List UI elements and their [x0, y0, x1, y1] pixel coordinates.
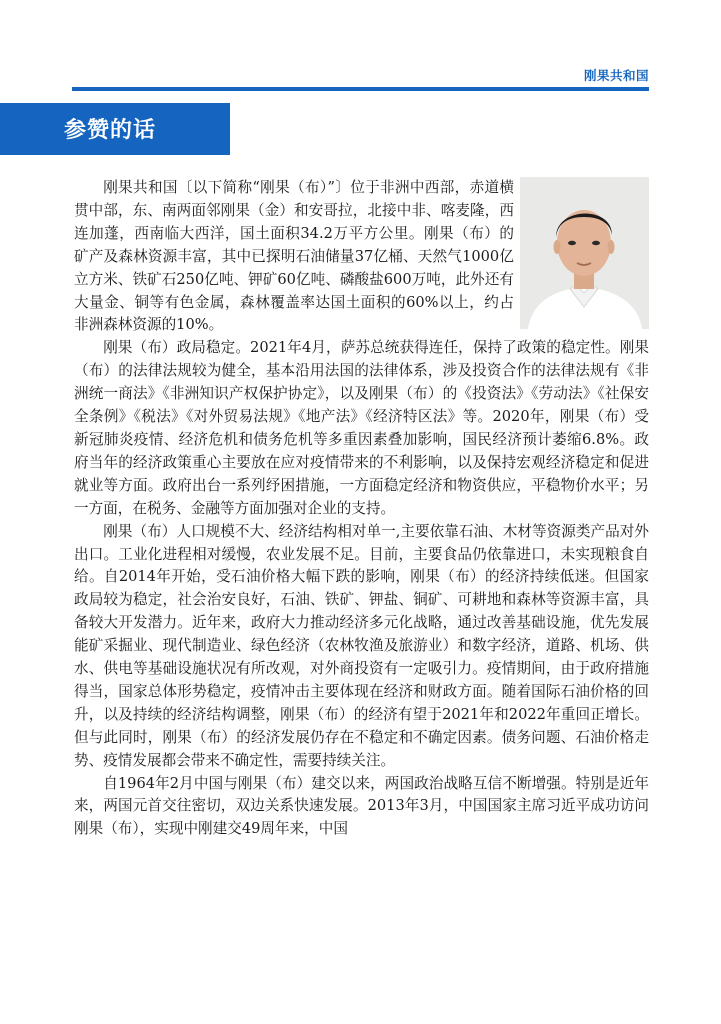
section-title: 参赞的话: [64, 118, 157, 143]
paragraph-economy: 刚果（布）人口规模不大、经济结构相对单一,主要依靠石油、木材等资源类产品对外出口。工业化进程相对缓慢，农业发展不足。目前，主要食品仍依靠进口，未实现粮食自给。自2014年开始，受石油价格大幅下跌的影响，刚果（布）的经济持续低迷。但国家政局较为稳定，社会治安良好，石油、铁矿、钾盐、铜矿、可耕地和森林等资源丰富，具备较大开发潜力。近年来，政府大力推动经济多元化战略，通过改善基础设施，优先发展能矿采掘业、现代制造业、绿色经济（农林牧渔及旅游业）和数字经济，道路、机场、供水、供电等基础设施状况有所改观，对外商投资有一定吸引力。疫情期间，由于政府措施得当，国家总体形势稳定，疫情冲击主要体现在经济和财政方面。随着国际石油价格的回升，以及持续的经济结构调整，刚果（布）的经济有望于2021年和2022年重回正增长。但与此同时，刚果（布）的经济发展仍存在不稳定和不确定因素。债务问题、石油价格走势、疫情发展都会带来不确定性，需要持续关注。: [74, 522, 649, 769]
paragraph-relations: 自1964年2月中国与刚果（布）建交以来，两国政治战略互信不断增强。特别是近年来，两国元首交往密切，双边关系快速发展。2013年3月，中国国家主席习近平成功访问刚果（布），实现中刚建交49周年来，中国: [74, 774, 649, 838]
running-header-title: 刚果共和国: [583, 68, 649, 83]
paragraph-intro: 刚果共和国〔以下简称“刚果（布）”〕位于非洲中西部，赤道横贯中部，东、南两面邻刚果（金）和安哥拉，北接中非、喀麦隆，西连加蓬，西南临大西洋，国土面积34.2万平方公里。刚果（布）的矿产及森林资源丰富，其中已探明石油储量37亿桶、天然气1000亿立方米、铁矿石250亿吨、钾矿60亿吨、磷酸盐600万吨，此外还有大量金、铜等有色金属，森林覆盖率达国土面积的60%以上，约占非洲森林资源的10%。: [74, 179, 514, 334]
header-rule: [72, 87, 649, 91]
paragraph-politics: 刚果（布）政局稳定。2021年4月，萨苏总统获得连任，保持了政策的稳定性。刚果（布）的法律法规较为健全，基本沿用法国的法律体系，涉及投资合作的法律法规有《非洲统一商法》《非洲知识产权保护协定》，以及刚果（布）的《投资法》《劳动法》《社保安全条例》《税法》《对外贸易法规》《地产法》《经济特区法》等。2020年，刚果（布）受新冠肺炎疫情、经济危机和债务危机等多重因素叠加影响，国民经济预计萎缩6.8%。政府当年的经济政策重心主要放在应对疫情带来的不利影响，以及保持宏观经济稳定和促进就业等方面。政府出台一系列纾困措施，一方面稳定经济和物资供应，平稳物价水平；另一方面，在税务、金融等方面加强对企业的支持。: [74, 339, 649, 517]
article-body: [74, 177, 649, 841]
